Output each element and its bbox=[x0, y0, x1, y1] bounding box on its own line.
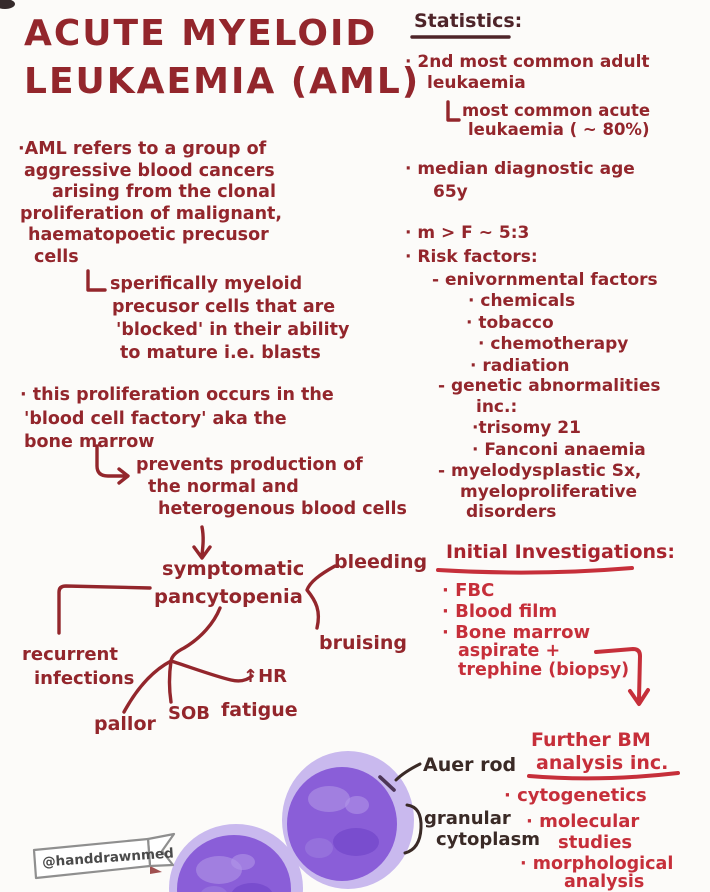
stat-item-1: · 2nd most common adult leukaemia bbox=[405, 52, 650, 93]
symptom-recurrent-infections: recurrent infections bbox=[22, 644, 135, 689]
leukaemia-cell-small bbox=[169, 824, 303, 892]
brace-bleeding-bruising bbox=[307, 566, 335, 628]
risk-environmental-items: · chemicals · tobacco · chemotherapy · radiation bbox=[466, 291, 629, 376]
risk-genetic: - genetic abnormalities inc.: bbox=[438, 376, 661, 417]
scan-mark bbox=[0, 0, 15, 9]
risk-genetic-items: ·trisomy 21 · Fanconi anaemia bbox=[472, 418, 646, 460]
leukaemia-cell-large bbox=[282, 751, 414, 889]
branch-corner-icon-2 bbox=[448, 102, 459, 120]
watermark-handle: @handdrawnmed bbox=[41, 845, 175, 871]
risk-environmental: - enivornmental factors bbox=[432, 270, 658, 290]
auer-rod-label: Auer rod bbox=[423, 754, 517, 776]
stat-item-2: · median diagnostic age 65y bbox=[405, 159, 635, 202]
auer-rod-pointer bbox=[396, 764, 420, 780]
investigations-heading: Initial Investigations: bbox=[446, 541, 675, 563]
intro-paragraph: ·AML refers to a group of aggressive blood cancers arising from the clonal proliferation of malignant, haematopoetic precusor cells bbox=[18, 139, 283, 267]
investigations-underline bbox=[438, 568, 632, 573]
further-item-cytogenetics: · cytogenetics bbox=[504, 785, 647, 806]
prevents-note: prevents production of the normal and heterogenous blood cells bbox=[136, 455, 407, 519]
symptom-bleeding: bleeding bbox=[334, 551, 428, 573]
branch-corner-icon bbox=[88, 271, 105, 290]
risk-myelodysplastic: - myelodysplastic Sx, myeloproliferative disorders bbox=[438, 461, 642, 522]
further-item-morphological: · morphological analysis bbox=[520, 854, 674, 892]
down-arrow-icon bbox=[194, 527, 210, 558]
specific-note: sperifically myeloid precusor cells that are 'blocked' in their ability to mature i.e. blasts bbox=[110, 274, 350, 363]
branch-to-hr-fatigue bbox=[171, 661, 252, 681]
symptom-bruising: bruising bbox=[319, 632, 407, 654]
stat-item-3: · m > F ~ 5:3 bbox=[405, 223, 530, 243]
symptom-fatigue: fatigue bbox=[221, 699, 298, 721]
granular-cytoplasm-label: granular cytoplasm bbox=[424, 808, 541, 850]
risk-factors-heading: · Risk factors: bbox=[405, 247, 538, 267]
further-item-molecular: · molecular studies bbox=[526, 811, 640, 853]
elbow-connector-infections bbox=[59, 586, 150, 633]
symptom-raised-hr: ↑HR bbox=[243, 666, 288, 687]
symptom-sob: SOB bbox=[168, 703, 210, 724]
statistics-heading: Statistics: bbox=[414, 10, 523, 32]
stat-item-1-sub: most common acute leukaemia ( ~ 80%) bbox=[462, 101, 651, 139]
investigations-list-cont: aspirate + trephine (biopsy) bbox=[458, 641, 630, 680]
symptomatic-node: symptomatic pancytopenia bbox=[154, 557, 305, 608]
further-analysis-heading: Further BM analysis inc. bbox=[531, 729, 669, 774]
symptom-pallor: pallor bbox=[94, 713, 156, 735]
branch-stem bbox=[171, 608, 220, 661]
proliferation-note: · this proliferation occurs in the 'blood cell factory' aka the bone marrow bbox=[20, 385, 334, 452]
investigations-list: · FBC · Blood film · Bone marrow bbox=[442, 580, 591, 643]
page-title: ACUTE MYELOID LEUKAEMIA (AML) bbox=[24, 13, 421, 102]
branch-to-sob bbox=[170, 661, 172, 702]
